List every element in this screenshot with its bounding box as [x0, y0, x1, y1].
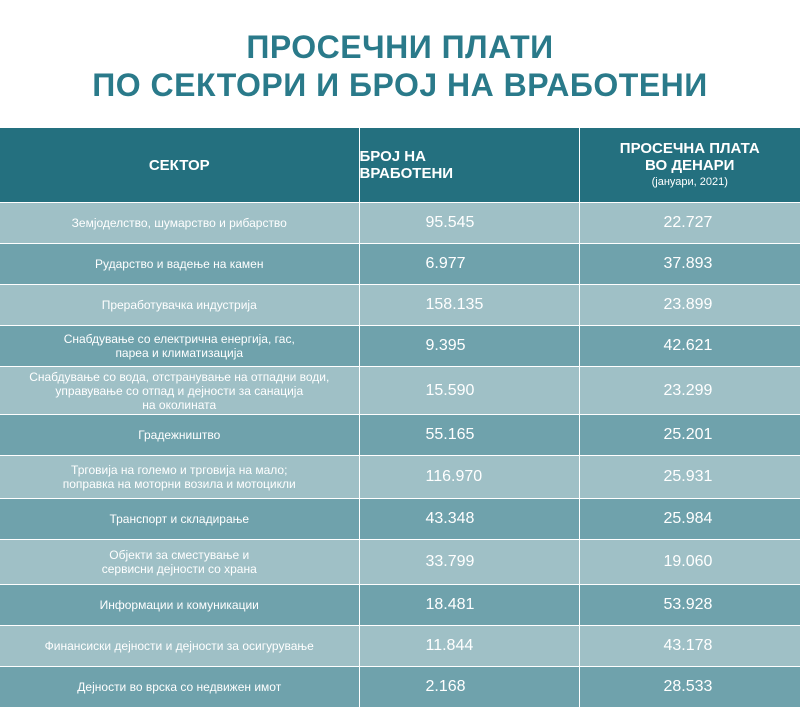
cell-sector-line: Финансиски дејности и дејности за осигурување: [0, 639, 359, 653]
cell-sector-line: Рударство и вадење на камен: [0, 257, 359, 271]
cell-sector-line: Информации и комуникации: [0, 598, 359, 612]
table-row: [0, 499, 800, 540]
table-row: [0, 456, 800, 499]
column-header-salary-period: (јануари, 2021): [580, 175, 800, 190]
cell-sector: [0, 285, 359, 326]
cell-average-salary: 23.299: [579, 367, 800, 415]
column-header-count-line-1: БРОЈ НА: [360, 148, 579, 165]
cell-sector: [0, 499, 359, 540]
cell-employee-count: 18.481: [359, 585, 579, 626]
cell-sector-line: Земјоделство, шумарство и рибарство: [0, 216, 359, 230]
table-row: [0, 244, 800, 285]
cell-sector-line: сервисни дејности со храна: [0, 562, 359, 576]
page-title-line-2: ПО СЕКТОРИ И БРОЈ НА ВРАБОТЕНИ: [0, 66, 800, 104]
table-row: [0, 285, 800, 326]
cell-employee-count: 158.135: [359, 285, 579, 326]
column-header-salary-line-2: ВО ДЕНАРИ: [580, 157, 800, 174]
cell-sector-line: Снабдување со вода, отстранување на отпадни води,: [0, 370, 359, 384]
cell-sector-line: Преработувачка индустрија: [0, 298, 359, 312]
cell-average-salary: 25.201: [579, 415, 800, 456]
cell-sector-line: Транспорт и складирање: [0, 512, 359, 526]
table-row: [0, 585, 800, 626]
cell-employee-count: 95.545: [359, 203, 579, 244]
cell-employee-count: 33.799: [359, 540, 579, 585]
cell-average-salary: 22.727: [579, 203, 800, 244]
cell-sector-line: пареа и климатизација: [0, 346, 359, 360]
cell-sector: [0, 244, 359, 285]
cell-sector: [0, 667, 359, 708]
table-row: [0, 415, 800, 456]
table-body: [0, 203, 800, 708]
cell-average-salary: 25.984: [579, 499, 800, 540]
salary-table: [0, 128, 800, 708]
table-row: [0, 367, 800, 415]
table-row: [0, 540, 800, 585]
cell-average-salary: 25.931: [579, 456, 800, 499]
cell-average-salary: 53.928: [579, 585, 800, 626]
cell-average-salary: 37.893: [579, 244, 800, 285]
cell-employee-count: 43.348: [359, 499, 579, 540]
cell-employee-count: 15.590: [359, 367, 579, 415]
cell-average-salary: 28.533: [579, 667, 800, 708]
column-header-sector-label: СЕКТОР: [0, 157, 359, 174]
table-row: [0, 626, 800, 667]
cell-sector: [0, 203, 359, 244]
cell-sector-line: Градежништво: [0, 428, 359, 442]
cell-sector-line: Трговија на големо и трговија на мало;: [0, 463, 359, 477]
table-row: [0, 667, 800, 708]
cell-sector-line: Дејности во врска со недвижен имот: [0, 680, 359, 694]
column-header-sector: [0, 128, 359, 203]
cell-employee-count: 2.168: [359, 667, 579, 708]
cell-sector: [0, 326, 359, 367]
page-title: [0, 28, 800, 104]
column-header-salary: [579, 128, 800, 203]
column-header-count: [359, 128, 579, 203]
cell-average-salary: 43.178: [579, 626, 800, 667]
table-row: [0, 326, 800, 367]
cell-sector-line: Објекти за сместување и: [0, 548, 359, 562]
cell-average-salary: 23.899: [579, 285, 800, 326]
cell-sector: [0, 585, 359, 626]
cell-sector: [0, 626, 359, 667]
cell-sector-line: управување со отпад и дејности за санација: [0, 384, 359, 398]
cell-average-salary: 42.621: [579, 326, 800, 367]
cell-sector-line: на околината: [0, 398, 359, 412]
column-header-count-line-2: ВРАБОТЕНИ: [360, 165, 579, 182]
cell-employee-count: 9.395: [359, 326, 579, 367]
cell-employee-count: 6.977: [359, 244, 579, 285]
cell-employee-count: 116.970: [359, 456, 579, 499]
table-row: [0, 203, 800, 244]
cell-employee-count: 11.844: [359, 626, 579, 667]
cell-sector-line: Снабдување со електрична енергија, гас,: [0, 332, 359, 346]
cell-average-salary: 19.060: [579, 540, 800, 585]
cell-sector: [0, 367, 359, 415]
cell-sector: [0, 456, 359, 499]
table-header-row: [0, 128, 800, 203]
page-title-line-1: ПРОСЕЧНИ ПЛАТИ: [0, 28, 800, 66]
cell-sector: [0, 540, 359, 585]
cell-employee-count: 55.165: [359, 415, 579, 456]
column-header-salary-line-1: ПРОСЕЧНА ПЛАТА: [580, 140, 800, 157]
cell-sector-line: поправка на моторни возила и мотоцикли: [0, 477, 359, 491]
cell-sector: [0, 415, 359, 456]
